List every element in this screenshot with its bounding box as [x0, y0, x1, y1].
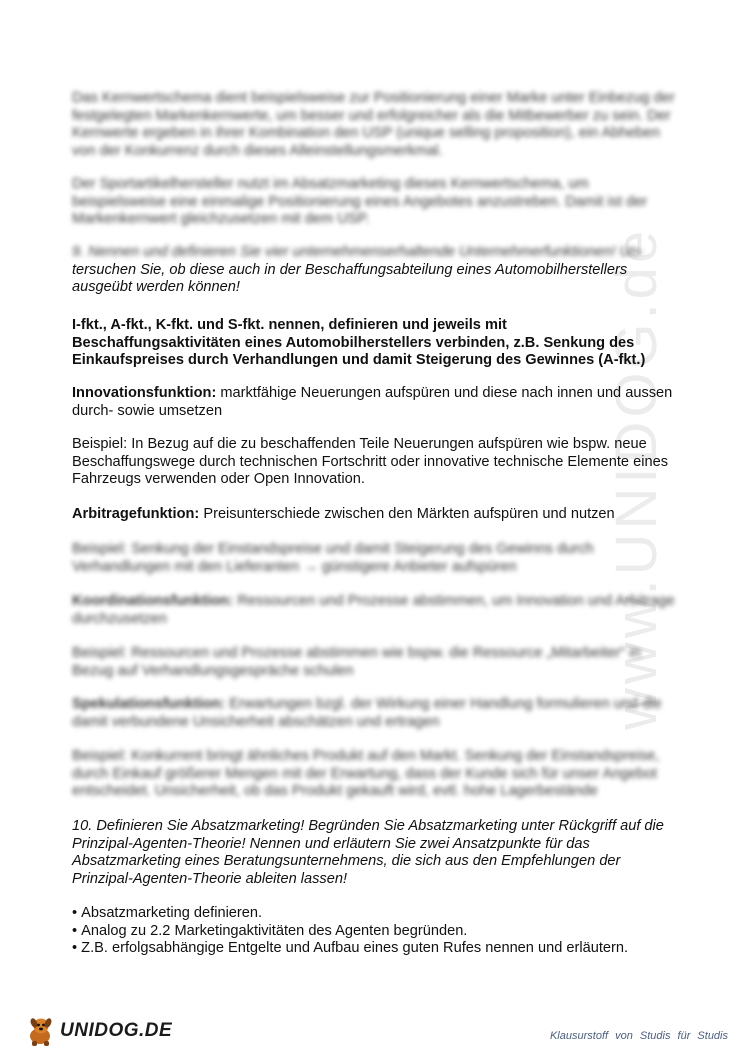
answer-bullets: [72, 905, 678, 958]
arbitrage-term: Arbitragefunktion:: [72, 506, 200, 522]
koordination-text: Ressourcen und Prozesse abstimmen, um Innovation und Arbitrage durchzusetzen: [72, 593, 675, 627]
innovation-term: Innovationsfunktion:: [72, 385, 217, 401]
spekulation-definition: [72, 696, 678, 731]
question-10: 10. Definieren Sie Absatzmarketing! Begründen Sie Absatzmarketing unter Rückgriff auf die Prinzipal-Agenten-Theorie! Nennen und erläutern Sie zwei Ansatzpunkte für das Absatzmarketing eines Beratungsunternehmens, die sich aus den Empfehlungen der Prinzipal-Agenten-Theorie ableiten lassen!: [72, 818, 664, 887]
spekulation-text: Erwartungen bzgl. der Wirkung einer Handlung formulieren und die damit verbundene Unsicherheit abschätzen und ertragen: [72, 696, 662, 730]
koordination-term: Koordinationsfunktion:: [72, 593, 234, 609]
koordination-example: Beispiel: Ressourcen und Prozesse abstimmen wie bspw. die Ressource „Mitarbeiter“ in Bezug auf Verhandlungsgespräche schulen: [72, 645, 641, 679]
innovation-definition: [72, 385, 678, 420]
blurred-paragraph-1: Das Kernwertschema dient beispielsweise zur Positionierung einer Marke unter Einbezug der festgelegten Markenkernwerte, um besser und erfolgreicher als die Mitbewerber zu sein. Der Kernwerte ergeben in ihrer Kombination den USP (unique selling proposition), ein Abheben von der Konkurrenz durch dieses Alleinstellungsmerkmal.: [72, 90, 675, 159]
innovation-text: marktfähige Neuerungen aufspüren und diese nach innen und aussen durch- sowie umsetzen: [72, 385, 673, 419]
question-9-text: tersuchen Sie, ob diese auch in der Beschaffungsabteilung eines Automobilherstellers ausgeübt werden können!: [72, 261, 628, 296]
unidog-logo: [24, 1014, 172, 1048]
footer-tagline: Klausurstoff von Studis für Studis: [549, 1030, 728, 1042]
logo-text: UNIDOG.DE: [60, 1020, 173, 1041]
watermark: www.UNIDOG.de: [604, 226, 669, 730]
dog-mascot-icon: [24, 1014, 58, 1048]
arbitrage-example: Beispiel: Senkung der Einstandspreise und damit Steigerung des Gewinns durch Verhandlungen mit den Lieferanten → günstigere Anbieter aufspüren: [72, 541, 594, 575]
spekulation-example: Beispiel: Konkurrent bringt ähnliches Produkt auf den Markt. Senkung der Einstandspreise, durch Einkauf größerer Mengen mit der Erwartung, dass der Kunde sich für unser Angebot entscheidet. Unsicherheit, ob das Produkt gekauft wird, evtl. hohe Lagerbestände: [72, 748, 660, 800]
answer-summary: I-fkt., A-fkt., K-fkt. und S-fkt. nennen, definieren und jeweils mit Beschaffungsaktivitäten eines Automobilherstellers verbinden, z.B. Senkung des Einkaufspreises durch Verhandlungen und damit Steigerung des Gewinnes (A-fkt.): [72, 317, 646, 369]
bullet-item: • Z.B. erfolgsabhängige Entgelte und Aufbau eines guten Rufes nennen und erläutern.: [72, 940, 678, 958]
spekulation-term: Spekulationsfunktion:: [72, 696, 226, 712]
question-9-blurred-line: 9. Nennen und definieren Sie vier unternehmenserhaltende Unternehmerfunktionen! Un-: [72, 244, 644, 260]
bullet-item: • Analog zu 2.2 Marketingaktivitäten des Agenten begründen.: [72, 923, 678, 941]
arbitrage-definition: [72, 506, 678, 524]
koordination-definition: [72, 593, 678, 628]
bullet-item: • Absatzmarketing definieren.: [72, 905, 678, 923]
arbitrage-text: Preisunterschiede zwischen den Märkten aufspüren und nutzen: [199, 506, 615, 522]
blurred-paragraph-2: Der Sportartikelhersteller nutzt im Absatzmarketing dieses Kernwertschema, um beispielsweise eine einmalige Positionierung eines Angebotes anzustreben. Damit ist der Markenkernwert gleichzusetzen mit dem USP.: [72, 176, 648, 228]
question-9: [72, 244, 678, 297]
innovation-example: Beispiel: In Bezug auf die zu beschaffenden Teile Neuerungen aufspüren wie bspw. neue Beschaffungswege durch technischen Fortschritt oder innovative technische Elemente eines Fahrzeugs verwenden oder Open Innovation.: [72, 436, 668, 488]
